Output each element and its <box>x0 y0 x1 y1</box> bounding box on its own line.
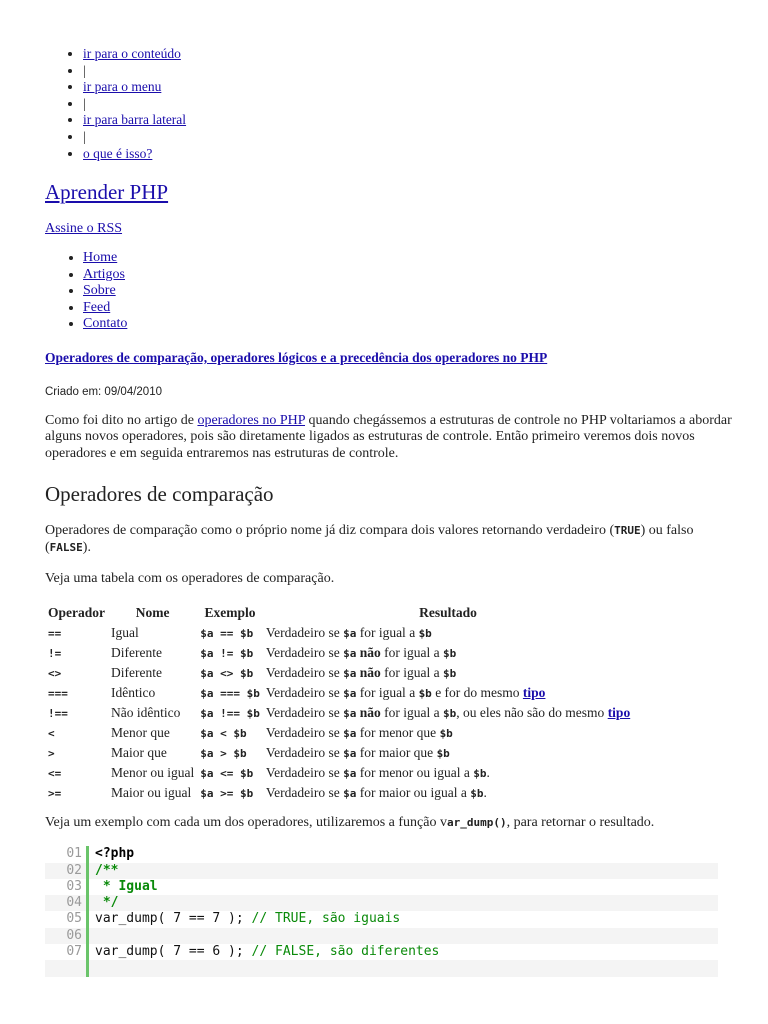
line-number: 02 <box>45 863 89 879</box>
code-line <box>45 879 718 895</box>
cell-operator: < <box>48 726 55 740</box>
column-header: Resultado <box>419 605 477 621</box>
skip-item[interactable] <box>83 46 735 63</box>
table-row <box>45 703 633 723</box>
nav-link-contato[interactable]: Contato <box>83 316 128 332</box>
code-text: * Igual <box>95 878 158 894</box>
skip-separator: • | <box>83 63 735 80</box>
nav-link-artigos[interactable]: Artigos <box>83 266 125 282</box>
cell-name: Maior ou igual <box>111 785 192 801</box>
code-line <box>45 960 718 976</box>
intro-paragraph <box>45 413 735 463</box>
code-line <box>45 863 718 879</box>
cell-example: $a != $b <box>200 646 254 660</box>
skip-item[interactable] <box>83 112 735 129</box>
main-nav <box>45 250 735 333</box>
cell-result: Verdadeiro se $a for maior ou igual a $b. <box>265 785 487 801</box>
comparison-paragraph <box>45 523 735 557</box>
cell-name: Menor que <box>111 725 170 741</box>
line-number: 07 <box>45 944 89 960</box>
cell-name: Igual <box>111 625 139 641</box>
intro-text: quando chegássemos a estruturas de controle no PHP voltariamos a abordar alguns novos operadores, pois são diretamente ligados as estruturas de controle. Então primeiro veremos dois novos operadores e em seguida entraremos nas estruturas de controle. <box>45 412 732 462</box>
code-block <box>45 846 718 976</box>
code-text: var_dump( 7 == 7 ); // TRUE, são iguais <box>95 911 401 927</box>
table-header-row <box>45 603 633 623</box>
code-text <box>89 960 95 976</box>
cell-result: Verdadeiro se $a não for igual a $b <box>265 665 457 681</box>
line-number <box>45 960 89 976</box>
cell-operator: <> <box>48 666 62 680</box>
cell-result: Verdadeiro se $a for menor ou igual a $b. <box>265 765 490 781</box>
code-line <box>45 944 718 960</box>
code-text <box>89 928 95 944</box>
cell-operator: == <box>48 626 62 640</box>
skip-links <box>45 0 735 162</box>
rss-block <box>45 221 735 237</box>
line-number: 03 <box>45 879 89 895</box>
line-number: 04 <box>45 895 89 911</box>
nav-link-home[interactable]: Home <box>83 250 118 266</box>
cell-result: Verdadeiro se $a for igual a $b e for do mesmo tipo <box>265 685 546 701</box>
example-paragraph <box>45 815 735 832</box>
code-text: <?php <box>95 846 135 862</box>
var-dump-code: ar_dump() <box>446 816 507 830</box>
table-row <box>45 723 633 743</box>
nav-item-home[interactable] <box>83 250 735 267</box>
nav-link-feed[interactable]: Feed <box>83 299 111 315</box>
cell-operator: <= <box>48 766 62 780</box>
skip-to-sidebar-link[interactable]: ir para barra lateral <box>83 112 187 128</box>
skip-separator: • | <box>83 96 735 113</box>
line-number: 06 <box>45 928 89 944</box>
cell-operator: != <box>48 646 62 660</box>
cell-example: $a > $b <box>200 746 247 760</box>
line-number: 05 <box>45 911 89 927</box>
cell-result: Verdadeiro se $a não for igual a $b, ou eles não são do mesmo tipo <box>265 705 631 721</box>
table-row <box>45 623 633 643</box>
what-is-this-link[interactable]: o que é isso? <box>83 145 153 161</box>
post-title-link[interactable]: Operadores de comparação, operadores lógicos e a precedência dos operadores no PHP <box>45 349 548 365</box>
table-row <box>45 683 633 703</box>
comparison-text: ) ou falso ( <box>45 523 694 555</box>
column-header: Exemplo <box>204 605 256 621</box>
post-date: Criado em: 09/04/2010 <box>45 385 162 398</box>
skip-separator: • | <box>83 129 735 146</box>
cell-example: $a == $b <box>200 626 254 640</box>
line-number: 01 <box>45 846 89 862</box>
site-title-link[interactable]: Aprender PHP <box>45 180 169 205</box>
rss-link[interactable]: Assine o RSS <box>45 221 123 237</box>
cell-name: Idêntico <box>111 685 156 701</box>
cell-result: Verdadeiro se $a for menor que $b <box>265 725 453 741</box>
table-row <box>45 783 633 803</box>
cell-example: $a === $b <box>200 686 260 700</box>
nav-item-contato[interactable] <box>83 316 735 333</box>
nav-link-sobre[interactable]: Sobre <box>83 283 116 299</box>
table-row <box>45 763 633 783</box>
intro-text: Como foi dito no artigo de <box>45 412 198 428</box>
table-row <box>45 743 633 763</box>
cell-example: $a <> $b <box>200 666 254 680</box>
skip-to-menu-link[interactable]: ir para o menu <box>83 79 162 95</box>
cell-name: Maior que <box>111 745 167 761</box>
section-heading: Operadores de comparação <box>45 482 274 507</box>
code-line <box>45 846 718 862</box>
code-text: /** <box>95 862 119 878</box>
table-row <box>45 643 633 663</box>
nav-item-artigos[interactable] <box>83 267 735 284</box>
cell-operator: !== <box>48 706 68 720</box>
skip-item[interactable] <box>83 146 735 163</box>
cell-result: Verdadeiro se $a não for igual a $b <box>265 645 457 661</box>
operators-table <box>45 603 633 803</box>
true-code: TRUE <box>614 524 641 538</box>
operators-article-link[interactable]: operadores no PHP <box>197 412 306 428</box>
post-title <box>45 350 735 366</box>
cell-name: Menor ou igual <box>111 765 195 781</box>
cell-operator: > <box>48 746 55 760</box>
cell-name: Diferente <box>111 645 162 661</box>
skip-to-content-link[interactable]: ir para o conteúdo <box>83 46 181 61</box>
comparison-text: Operadores de comparação como o próprio nome já diz compara dois valores retornando verdadeiro ( <box>45 523 615 539</box>
type-link[interactable]: tipo <box>522 685 546 701</box>
code-line <box>45 911 718 927</box>
cell-result: Verdadeiro se $a for maior que $b <box>265 745 450 761</box>
table-intro: Veja uma tabela com os operadores de comparação. <box>45 570 335 586</box>
cell-result: Verdadeiro se $a for igual a $b <box>265 625 432 641</box>
false-code: FALSE <box>49 540 83 554</box>
cell-name: Não idêntico <box>111 705 181 721</box>
column-header: Operador <box>48 605 105 621</box>
example-text: Veja um exemplo com cada um dos operadores, utilizaremos a função v <box>45 815 447 831</box>
cell-example: $a < $b <box>200 726 247 740</box>
code-line <box>45 928 718 944</box>
cell-name: Diferente <box>111 665 162 681</box>
table-row <box>45 663 633 683</box>
table-body <box>45 623 633 803</box>
code-text: var_dump( 7 == 6 ); // FALSE, são diferentes <box>95 944 440 960</box>
code-text: */ <box>95 895 119 911</box>
cell-example: $a !== $b <box>200 706 260 720</box>
cell-operator: >= <box>48 786 62 800</box>
nav-item-sobre[interactable] <box>83 283 735 300</box>
comparison-text: ). <box>82 539 91 555</box>
type-link[interactable]: tipo <box>607 705 631 721</box>
skip-item[interactable] <box>83 79 735 96</box>
cell-example: $a >= $b <box>200 786 254 800</box>
example-text: , para retornar o resultado. <box>506 815 655 831</box>
cell-example: $a <= $b <box>200 766 254 780</box>
cell-operator: === <box>48 686 68 700</box>
nav-item-feed[interactable] <box>83 300 735 317</box>
site-title <box>45 178 735 206</box>
column-header: Nome <box>135 605 170 621</box>
code-line <box>45 895 718 911</box>
